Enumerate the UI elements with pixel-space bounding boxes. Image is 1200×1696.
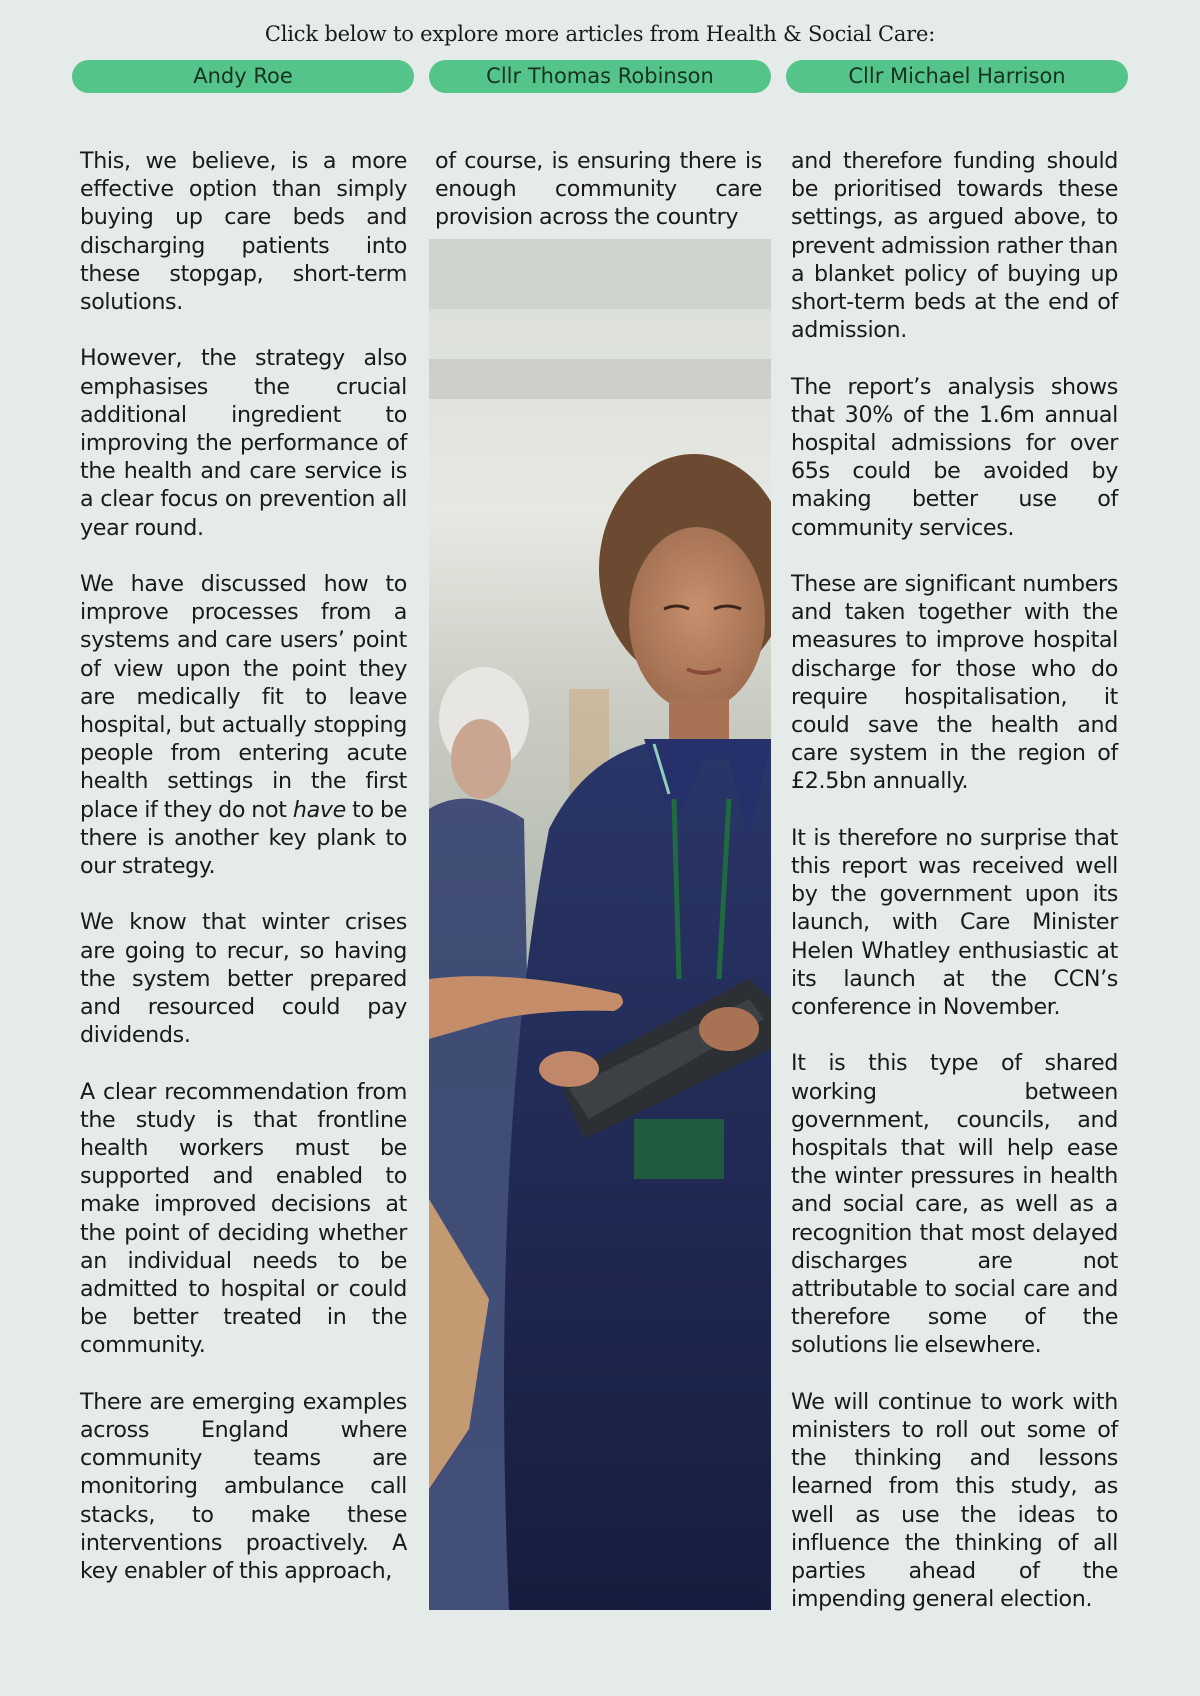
paragraph-text: to be there is another key plank to our strategy. <box>80 796 408 880</box>
article-column-1 <box>80 147 407 1613</box>
explore-prompt: Click below to explore more articles from Health & Social Care: <box>264 22 936 46</box>
article-column-3 <box>791 147 1118 1642</box>
paragraph-text: We have discussed how to improve processes from a systems and care users’ point of view upon the point they are medically fit to leave hospital, but actually stopping people from entering acute health settings in the first place if they do not <box>80 571 407 823</box>
article-link-michael-harrison[interactable]: Cllr Michael Harrison <box>786 60 1128 93</box>
article-link-thomas-robinson[interactable]: Cllr Thomas Robinson <box>429 60 771 93</box>
paragraph: We will continue to work with ministers to roll out some of the thinking and lessons learned from this study, as well as use the ideas to influence the thinking of all parties ahead of the impending general election. <box>791 1388 1118 1613</box>
paragraph: These are significant numbers and taken together with the measures to improve hospital discharge for those who do require hospitalisation, it could save the health and care system in the region of £2.5bn annually. <box>791 571 1118 795</box>
paragraph: However, the strategy also emphasises the crucial additional ingredient to improving the performance of the health and care service is a clear focus on prevention all year round. <box>80 345 407 541</box>
emphasis-text: have <box>292 796 346 823</box>
article-link-andy-roe[interactable]: Andy Roe <box>72 60 414 93</box>
paragraph: We know that winter crises are going to recur, so having the system better prepared and resourced could pay dividends. <box>80 909 407 1049</box>
paragraph: This, we believe, is a more effective option than simply buying up care beds and discharging patients into these stopgap, short-term solutions. <box>80 148 407 316</box>
paragraph: There are emerging examples across England where community teams are monitoring ambulance call stacks, to make these interventions proactively. A key enabler of this approach, <box>80 1388 407 1585</box>
paragraph: A clear recommendation from the study is that frontline health workers must be supported and enabled to make improved decisions at the point of deciding whether an individual needs to be admitted to hospital or could be better treated in the community. <box>80 1078 407 1359</box>
paragraph: and therefore funding should be prioritised towards these settings, as argued above, to prevent admission rather than a blanket policy of buying up short-term beds at the end of admission. <box>791 148 1118 344</box>
paragraph: The report’s analysis shows that 30% of the 1.6m annual hospital admissions for over 65s could be avoided by making better use of community services. <box>791 373 1118 541</box>
paragraph: It is this type of shared working between government, councils, and hospitals that will help ease the winter pressures in health and social care, as well as a recognition that most delayed discharges are not attributable to social care and therefore some of the solutions lie elsewhere. <box>791 1050 1118 1359</box>
paragraph: of course, is ensuring there is enough community care provision across the country <box>435 148 762 231</box>
nurse-with-tablet-photo <box>429 239 771 1610</box>
paragraph: It is therefore no surprise that this report was received well by the government upon its launch, with Care Minister Helen Whatley enthusiastic at its launch at the CCN’s conference in November. <box>791 824 1118 1021</box>
paragraph <box>80 570 407 880</box>
